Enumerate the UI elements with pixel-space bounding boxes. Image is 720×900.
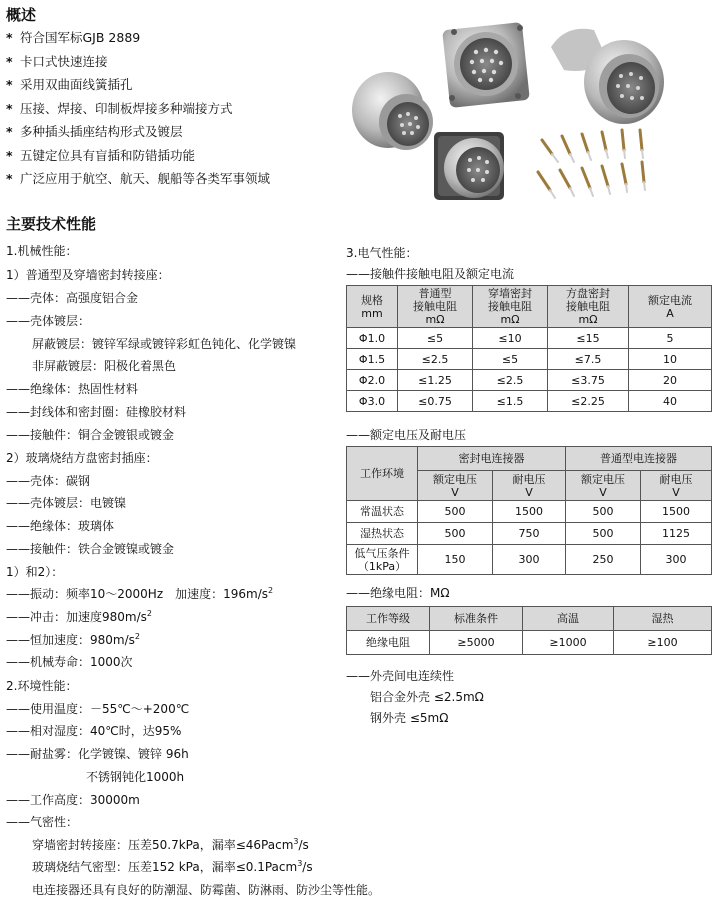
table-cell: ≤5 bbox=[398, 328, 473, 349]
header-cell: 标准条件 bbox=[430, 607, 523, 631]
voltage-table bbox=[346, 446, 712, 575]
list-item: * 广泛应用于航空、航天、舰船等各类军事领域 bbox=[6, 167, 270, 191]
table-cell: 20 bbox=[629, 370, 712, 391]
table-cell: Φ1.0 bbox=[347, 328, 398, 349]
table-cell: ≥100 bbox=[614, 631, 712, 655]
list-item: * 符合国军标GJB 2889 bbox=[6, 26, 270, 50]
text-line: ——绝缘体：热固性材料 bbox=[6, 382, 139, 396]
table-cell: ≤3.75 bbox=[548, 370, 629, 391]
section-environment: 2.环境性能： bbox=[6, 679, 78, 693]
table-row bbox=[347, 631, 712, 655]
table-cell: 750 bbox=[493, 523, 566, 545]
text-line: ——封线体和密封圈：硅橡胶材料 bbox=[6, 405, 187, 419]
table-cell: 250 bbox=[566, 545, 641, 575]
text-line: 电连接器还具有良好的防潮湿、防霉菌、防淋雨、防沙尘等性能。 bbox=[32, 883, 381, 897]
table-row bbox=[347, 545, 712, 575]
insulation-resistance-table bbox=[346, 606, 712, 655]
header-cell: 穿墙密封 接触电阻 mΩ bbox=[473, 286, 548, 328]
text-line: ——接触件：铜合金镀银或镀金 bbox=[6, 428, 175, 442]
table-cell: 1500 bbox=[493, 501, 566, 523]
text-line: 不锈钢钝化1000h bbox=[86, 770, 185, 784]
section-electrical: 3.电气性能： bbox=[346, 246, 418, 260]
table-cell: ≤7.5 bbox=[548, 349, 629, 370]
overview-bullet-list bbox=[6, 26, 270, 191]
text-line: ——恒加速度：$980m/s^2$ bbox=[6, 632, 140, 647]
table-cell: 150 bbox=[418, 545, 493, 575]
table-header-row bbox=[347, 607, 712, 631]
table-cell: Φ1.5 bbox=[347, 349, 398, 370]
table-cell: 40 bbox=[629, 391, 712, 412]
table-cell: ≤0.75 bbox=[398, 391, 473, 412]
table-row bbox=[347, 501, 712, 523]
text-line: ——接触件接触电阻及额定电流 bbox=[346, 267, 515, 281]
text-line: 钢外壳 ≤5mΩ bbox=[370, 711, 449, 725]
table-header-row bbox=[347, 447, 712, 471]
table-row bbox=[347, 523, 712, 545]
header-cell: 普通型 接触电阻 mΩ bbox=[398, 286, 473, 328]
table-cell: ≤1.5 bbox=[473, 391, 548, 412]
connector-product-photo bbox=[346, 12, 714, 212]
list-item: * 多种插头插座结构形式及镀层 bbox=[6, 120, 270, 144]
table-cell: 10 bbox=[629, 349, 712, 370]
table-cell: 300 bbox=[641, 545, 712, 575]
header-cell: 规格 mm bbox=[347, 286, 398, 328]
table-cell: Φ3.0 bbox=[347, 391, 398, 412]
text-line: 穿墙密封转接座：压差50.7kPa，漏率≤46Pacm$^3$/s bbox=[32, 837, 309, 852]
table-cell: 绝缘电阻 bbox=[347, 631, 430, 655]
text-line: ——耐盐雾：化学镀镍、镀锌 96h bbox=[6, 747, 189, 761]
text-line: 非屏蔽镀层：阳极化着黑色 bbox=[32, 359, 177, 373]
table-cell: 5 bbox=[629, 328, 712, 349]
table-cell: 500 bbox=[418, 501, 493, 523]
text-line: ——额定电压及耐电压 bbox=[346, 428, 467, 442]
star-icon: * bbox=[6, 77, 13, 92]
table-cell: ≤5 bbox=[473, 349, 548, 370]
table-cell: 1500 bbox=[641, 501, 712, 523]
header-cell: 湿热 bbox=[614, 607, 712, 631]
text-line: ——绝缘电阻：MΩ bbox=[346, 586, 450, 600]
text-line: ——壳体镀层： bbox=[6, 314, 91, 328]
main-performance-title: 主要技术性能 bbox=[6, 215, 97, 233]
table-cell: ≤2.25 bbox=[548, 391, 629, 412]
text-line: ——使用温度：－55℃～+200℃ bbox=[6, 702, 190, 716]
text-line: 玻璃烧结气密型：压差152 kPa，漏率≤0.1Pacm$^3$/s bbox=[32, 859, 313, 874]
text-line: 铝合金外壳 ≤2.5mΩ bbox=[370, 690, 484, 704]
star-icon: * bbox=[6, 147, 13, 163]
text-line: ——外壳间电连续性 bbox=[346, 669, 455, 683]
text-line: ——壳体：高强度铝合金 bbox=[6, 291, 139, 305]
table-cell: ≤15 bbox=[548, 328, 629, 349]
list-item: * 压接、焊接、印制板焊接多种端接方式 bbox=[6, 97, 270, 121]
table-cell: 500 bbox=[418, 523, 493, 545]
text-line: ——机械寿命：1000次 bbox=[6, 655, 133, 669]
table-cell: ≤1.25 bbox=[398, 370, 473, 391]
text-line: ——壳体：碳钢 bbox=[6, 474, 91, 488]
table-cell: 500 bbox=[566, 501, 641, 523]
star-icon: * bbox=[6, 124, 13, 139]
table-cell: ≤10 bbox=[473, 328, 548, 349]
header-cell: 额定电流 A bbox=[629, 286, 712, 328]
text-line: ——气密性： bbox=[6, 815, 79, 829]
text-line: 屏蔽镀层：镀锌军绿或镀锌彩虹色钝化、化学镀镍 bbox=[32, 337, 297, 351]
header-cell: 普通型电连接器 bbox=[566, 447, 712, 471]
star-icon: * bbox=[6, 171, 13, 186]
list-item: * 卡口式快速连接 bbox=[6, 50, 270, 74]
table-cell: 常温状态 bbox=[347, 501, 418, 523]
text-line: ——壳体镀层：电镀镍 bbox=[6, 496, 127, 510]
table-cell: ≤2.5 bbox=[473, 370, 548, 391]
text-line: ——相对湿度：40℃时，达95% bbox=[6, 724, 182, 738]
table-cell: 湿热状态 bbox=[347, 523, 418, 545]
text-line: ——绝缘体：玻璃体 bbox=[6, 519, 115, 533]
table-row bbox=[347, 391, 712, 412]
text-line: ——振动：频率10～2000Hz 加速度：$196m/s^2$ bbox=[6, 586, 274, 601]
overview-title: 概述 bbox=[6, 6, 37, 24]
text-line: 1）普通型及穿墙密封转接座： bbox=[6, 268, 170, 282]
header-cell: 耐电压 V bbox=[641, 471, 712, 501]
text-line: ——接触件：铁合金镀镍或镀金 bbox=[6, 542, 175, 556]
table-row bbox=[347, 349, 712, 370]
header-cell: 额定电压 V bbox=[418, 471, 493, 501]
header-cell: 工作环境 bbox=[347, 447, 418, 501]
text-line: ——冲击：加速度$980m/s^2$ bbox=[6, 609, 152, 624]
text-line: ——工作高度：30000m bbox=[6, 793, 140, 807]
text-line: 2）玻璃烧结方盘密封插座： bbox=[6, 451, 158, 465]
header-cell: 密封电连接器 bbox=[418, 447, 566, 471]
table-cell: Φ2.0 bbox=[347, 370, 398, 391]
table-row bbox=[347, 328, 712, 349]
header-cell: 工作等级 bbox=[347, 607, 430, 631]
table-cell: ≤2.5 bbox=[398, 349, 473, 370]
list-item: * 采用双曲面线簧插孔 bbox=[6, 73, 270, 97]
table-header-row bbox=[347, 286, 712, 328]
table-cell: 低气压条件 （1kPa） bbox=[347, 545, 418, 575]
star-icon: * bbox=[6, 30, 13, 45]
table-row bbox=[347, 370, 712, 391]
text-line: 1）和2）： bbox=[6, 565, 64, 579]
table-cell: ≥1000 bbox=[523, 631, 614, 655]
header-cell: 方盘密封 接触电阻 mΩ bbox=[548, 286, 629, 328]
header-cell: 高温 bbox=[523, 607, 614, 631]
section-mechanical: 1.机械性能： bbox=[6, 244, 78, 258]
table-cell: ≥5000 bbox=[430, 631, 523, 655]
star-icon: * bbox=[6, 53, 13, 69]
star-icon: * bbox=[6, 100, 13, 116]
list-item: * 五键定位具有盲插和防错插功能 bbox=[6, 144, 270, 168]
table-cell: 1125 bbox=[641, 523, 712, 545]
contact-resistance-table bbox=[346, 285, 712, 412]
header-cell: 额定电压 V bbox=[566, 471, 641, 501]
table-cell: 500 bbox=[566, 523, 641, 545]
table-cell: 300 bbox=[493, 545, 566, 575]
header-cell: 耐电压 V bbox=[493, 471, 566, 501]
